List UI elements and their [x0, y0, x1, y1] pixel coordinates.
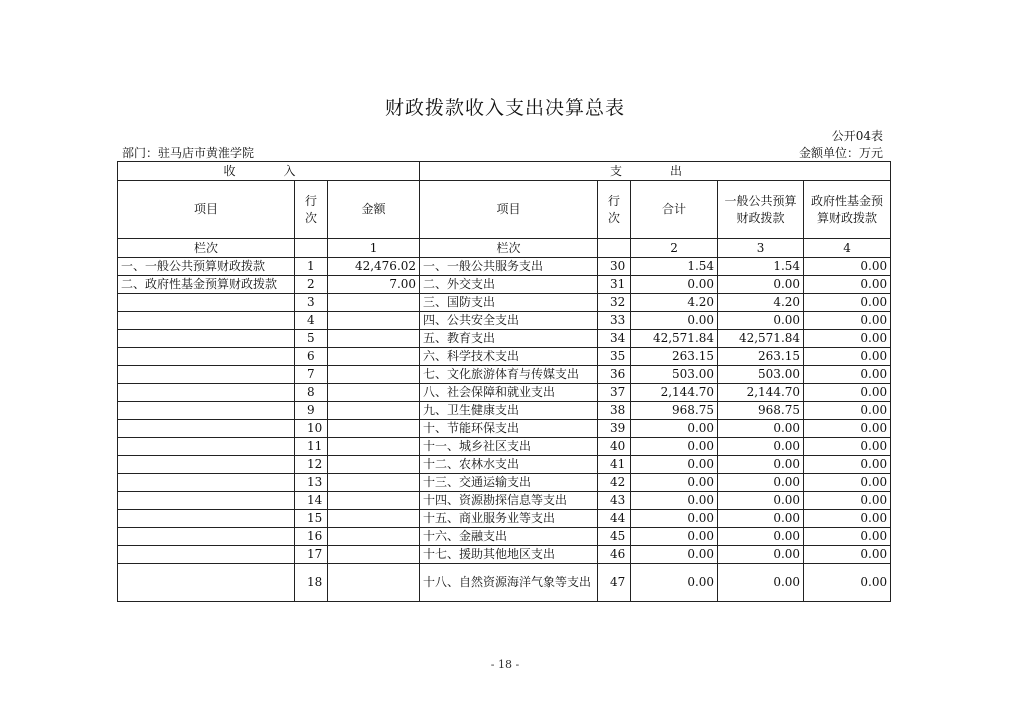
- fund-budget-cell: 0.00: [804, 492, 891, 510]
- income-item-cell: [118, 474, 295, 492]
- general-budget-cell: 0.00: [718, 420, 804, 438]
- income-item-cell: [118, 528, 295, 546]
- expense-row-no-cell: 36: [598, 366, 631, 384]
- expense-row-no-cell: 31: [598, 276, 631, 294]
- income-item-cell: [118, 420, 295, 438]
- expense-item-cell: 三、国防支出: [420, 294, 598, 312]
- table-row: [118, 510, 891, 528]
- income-amount-cell: [328, 420, 420, 438]
- fund-budget-cell: 0.00: [804, 330, 891, 348]
- fund-budget-cell: 0.00: [804, 312, 891, 330]
- income-item-cell: [118, 402, 295, 420]
- income-amount-cell: [328, 402, 420, 420]
- expense-row-no-header: 行次: [598, 181, 631, 239]
- income-row-no-cell: 1: [295, 258, 328, 276]
- income-amount-cell: [328, 546, 420, 564]
- income-amount-cell: [328, 564, 420, 602]
- total-cell: 0.00: [631, 456, 718, 474]
- total-header: 合计: [631, 181, 718, 239]
- income-item-cell: [118, 492, 295, 510]
- income-row-no-cell: 12: [295, 456, 328, 474]
- expense-row-no-cell: 37: [598, 384, 631, 402]
- table-row: [118, 312, 891, 330]
- income-col-index-1: 1: [328, 239, 420, 258]
- general-budget-header: 一般公共预算财政拨款: [718, 181, 804, 239]
- fund-budget-header: 政府性基金预算财政拨款: [804, 181, 891, 239]
- general-budget-cell: 0.00: [718, 492, 804, 510]
- expense-item-cell: 八、社会保障和就业支出: [420, 384, 598, 402]
- fund-budget-cell: 0.00: [804, 546, 891, 564]
- fund-budget-cell: 0.00: [804, 510, 891, 528]
- income-amount-cell: 7.00: [328, 276, 420, 294]
- expense-row-no-cell: 45: [598, 528, 631, 546]
- table-row: [118, 564, 891, 602]
- income-item-cell: [118, 564, 295, 602]
- total-cell: 42,571.84: [631, 330, 718, 348]
- income-row-no-cell: 16: [295, 528, 328, 546]
- income-amount-cell: [328, 294, 420, 312]
- income-amount-cell: [328, 510, 420, 528]
- fund-budget-cell: 0.00: [804, 258, 891, 276]
- table-row: [118, 294, 891, 312]
- income-amount-cell: [328, 330, 420, 348]
- income-item-cell: [118, 456, 295, 474]
- total-cell: 0.00: [631, 528, 718, 546]
- income-item-cell: [118, 312, 295, 330]
- fund-budget-cell: 0.00: [804, 276, 891, 294]
- table-row: [118, 348, 891, 366]
- expense-row-no-cell: 47: [598, 564, 631, 602]
- total-cell: 0.00: [631, 510, 718, 528]
- expense-row-no-cell: 34: [598, 330, 631, 348]
- table-row: [118, 546, 891, 564]
- income-row-no-cell: 7: [295, 366, 328, 384]
- expense-item-cell: 六、科学技术支出: [420, 348, 598, 366]
- total-cell: 1.54: [631, 258, 718, 276]
- total-cell: 263.15: [631, 348, 718, 366]
- expense-item-cell: 九、卫生健康支出: [420, 402, 598, 420]
- total-cell: 503.00: [631, 366, 718, 384]
- expense-row-no-cell: 40: [598, 438, 631, 456]
- table-row: [118, 366, 891, 384]
- col-index-4: 4: [804, 239, 891, 258]
- income-amount-header: 金额: [328, 181, 420, 239]
- expense-row-no-cell: 33: [598, 312, 631, 330]
- column-header-row: [118, 181, 891, 239]
- income-item-cell: [118, 330, 295, 348]
- income-item-cell: [118, 384, 295, 402]
- table-row: [118, 492, 891, 510]
- general-budget-cell: 0.00: [718, 456, 804, 474]
- total-cell: 4.20: [631, 294, 718, 312]
- expense-item-cell: 一、一般公共服务支出: [420, 258, 598, 276]
- expense-row-no-cell: 43: [598, 492, 631, 510]
- col-index-2: 2: [631, 239, 718, 258]
- total-cell: 0.00: [631, 474, 718, 492]
- amount-unit-label: 金额单位：万元: [798, 146, 883, 160]
- general-budget-cell: 503.00: [718, 366, 804, 384]
- fund-budget-cell: 0.00: [804, 294, 891, 312]
- general-budget-cell: 0.00: [718, 312, 804, 330]
- total-cell: 0.00: [631, 492, 718, 510]
- expense-row-no-cell: 41: [598, 456, 631, 474]
- income-row-no-cell: 17: [295, 546, 328, 564]
- budget-summary-table: [117, 161, 891, 602]
- total-cell: 0.00: [631, 312, 718, 330]
- general-budget-cell: 0.00: [718, 546, 804, 564]
- income-amount-cell: [328, 492, 420, 510]
- income-col-blank: [295, 239, 328, 258]
- general-budget-cell: 968.75: [718, 402, 804, 420]
- fund-budget-cell: 0.00: [804, 348, 891, 366]
- income-amount-cell: [328, 312, 420, 330]
- general-budget-cell: 263.15: [718, 348, 804, 366]
- fund-budget-cell: 0.00: [804, 564, 891, 602]
- fund-budget-cell: 0.00: [804, 528, 891, 546]
- total-cell: 0.00: [631, 276, 718, 294]
- fund-budget-cell: 0.00: [804, 456, 891, 474]
- total-cell: 0.00: [631, 564, 718, 602]
- general-budget-cell: 0.00: [718, 474, 804, 492]
- income-item-cell: [118, 438, 295, 456]
- income-col-label: 栏次: [118, 239, 295, 258]
- expense-item-cell: 十六、金融支出: [420, 528, 598, 546]
- table-row: [118, 402, 891, 420]
- income-row-no-cell: 4: [295, 312, 328, 330]
- expense-row-no-cell: 32: [598, 294, 631, 312]
- income-row-no-cell: 3: [295, 294, 328, 312]
- fund-budget-cell: 0.00: [804, 474, 891, 492]
- income-row-no-cell: 5: [295, 330, 328, 348]
- fund-budget-cell: 0.00: [804, 384, 891, 402]
- income-item-cell: 一、一般公共预算财政拨款: [118, 258, 295, 276]
- expense-item-cell: 五、教育支出: [420, 330, 598, 348]
- expense-row-no-cell: 39: [598, 420, 631, 438]
- expense-item-cell: 七、文化旅游体育与传媒支出: [420, 366, 598, 384]
- expense-item-cell: 十八、自然资源海洋气象等支出: [420, 564, 598, 602]
- income-amount-cell: 42,476.02: [328, 258, 420, 276]
- fund-budget-cell: 0.00: [804, 420, 891, 438]
- department-label: 部门：驻马店市黄淮学院: [122, 146, 255, 160]
- form-number: 公开04表: [831, 129, 883, 143]
- total-cell: 2,144.70: [631, 384, 718, 402]
- fund-budget-cell: 0.00: [804, 366, 891, 384]
- expense-row-no-cell: 46: [598, 546, 631, 564]
- expense-col-label: 栏次: [420, 239, 598, 258]
- total-cell: 0.00: [631, 438, 718, 456]
- income-row-no-cell: 2: [295, 276, 328, 294]
- expense-col-blank: [598, 239, 631, 258]
- general-budget-cell: 1.54: [718, 258, 804, 276]
- income-row-no-cell: 14: [295, 492, 328, 510]
- income-item-cell: 二、政府性基金预算财政拨款: [118, 276, 295, 294]
- section-header-row: [118, 162, 891, 181]
- expense-item-header: 项目: [420, 181, 598, 239]
- expense-row-no-cell: 30: [598, 258, 631, 276]
- page-title: 财政拨款收入支出决算总表: [384, 97, 625, 119]
- income-row-no-cell: 10: [295, 420, 328, 438]
- table-row: [118, 330, 891, 348]
- income-amount-cell: [328, 456, 420, 474]
- expense-row-no-cell: 38: [598, 402, 631, 420]
- expense-header: 支 出: [420, 162, 891, 181]
- general-budget-cell: 42,571.84: [718, 330, 804, 348]
- expense-row-no-cell: 42: [598, 474, 631, 492]
- income-item-cell: [118, 546, 295, 564]
- expense-item-cell: 四、公共安全支出: [420, 312, 598, 330]
- income-row-no-cell: 15: [295, 510, 328, 528]
- expense-item-cell: 十二、农林水支出: [420, 456, 598, 474]
- expense-item-cell: 十一、城乡社区支出: [420, 438, 598, 456]
- table-row: [118, 420, 891, 438]
- income-item-cell: [118, 348, 295, 366]
- table-row: [118, 474, 891, 492]
- total-cell: 0.00: [631, 546, 718, 564]
- income-item-cell: [118, 366, 295, 384]
- expense-item-cell: 十四、资源勘探信息等支出: [420, 492, 598, 510]
- income-row-no-cell: 13: [295, 474, 328, 492]
- income-amount-cell: [328, 528, 420, 546]
- expense-item-cell: 十、节能环保支出: [420, 420, 598, 438]
- total-cell: 0.00: [631, 420, 718, 438]
- col-index-3: 3: [718, 239, 804, 258]
- income-amount-cell: [328, 348, 420, 366]
- income-row-no-cell: 9: [295, 402, 328, 420]
- total-cell: 968.75: [631, 402, 718, 420]
- table-row: [118, 438, 891, 456]
- expense-item-cell: 十三、交通运输支出: [420, 474, 598, 492]
- income-amount-cell: [328, 474, 420, 492]
- general-budget-cell: 0.00: [718, 276, 804, 294]
- general-budget-cell: 0.00: [718, 438, 804, 456]
- income-amount-cell: [328, 366, 420, 384]
- income-amount-cell: [328, 438, 420, 456]
- general-budget-cell: 0.00: [718, 528, 804, 546]
- table-row: [118, 384, 891, 402]
- income-amount-cell: [328, 384, 420, 402]
- fund-budget-cell: 0.00: [804, 438, 891, 456]
- income-row-no-cell: 8: [295, 384, 328, 402]
- general-budget-cell: 0.00: [718, 510, 804, 528]
- general-budget-cell: 0.00: [718, 564, 804, 602]
- expense-row-no-cell: 35: [598, 348, 631, 366]
- income-row-no-cell: 11: [295, 438, 328, 456]
- income-item-header: 项目: [118, 181, 295, 239]
- table-row: [118, 528, 891, 546]
- column-index-row: [118, 239, 891, 258]
- expense-item-cell: 十七、援助其他地区支出: [420, 546, 598, 564]
- income-header: 收 入: [118, 162, 420, 181]
- table-row: [118, 258, 891, 276]
- expense-row-no-cell: 44: [598, 510, 631, 528]
- expense-item-cell: 十五、商业服务业等支出: [420, 510, 598, 528]
- income-item-cell: [118, 294, 295, 312]
- page-number: - 18 -: [490, 658, 520, 671]
- income-row-no-cell: 6: [295, 348, 328, 366]
- table-row: [118, 456, 891, 474]
- fund-budget-cell: 0.00: [804, 402, 891, 420]
- income-row-no-cell: 18: [295, 564, 328, 602]
- expense-item-cell: 二、外交支出: [420, 276, 598, 294]
- income-row-no-header: 行次: [295, 181, 328, 239]
- general-budget-cell: 4.20: [718, 294, 804, 312]
- income-item-cell: [118, 510, 295, 528]
- general-budget-cell: 2,144.70: [718, 384, 804, 402]
- table-row: [118, 276, 891, 294]
